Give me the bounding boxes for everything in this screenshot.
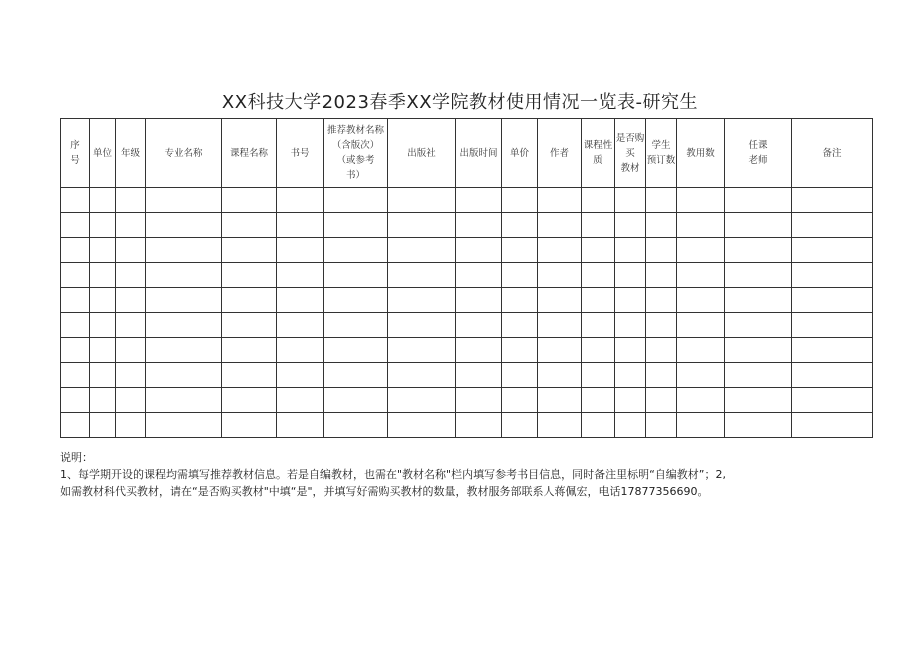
table-cell[interactable] [615, 288, 646, 313]
table-cell[interactable] [538, 238, 582, 263]
table-cell[interactable] [582, 363, 615, 388]
table-cell[interactable] [222, 363, 277, 388]
table-cell[interactable] [277, 288, 324, 313]
table-cell[interactable] [388, 413, 456, 438]
table-cell[interactable] [502, 213, 538, 238]
table-cell[interactable] [538, 263, 582, 288]
table-cell[interactable] [222, 213, 277, 238]
table-cell[interactable] [388, 388, 456, 413]
column-header-nature [582, 119, 615, 188]
table-cell[interactable] [502, 338, 538, 363]
table-cell[interactable] [90, 263, 116, 288]
table-cell[interactable] [61, 313, 90, 338]
table-cell[interactable] [677, 288, 725, 313]
column-header-line: 作者 [549, 147, 569, 159]
column-header-line: （或参考 [336, 155, 375, 166]
table-cell[interactable] [277, 363, 324, 388]
table-cell[interactable] [792, 213, 873, 238]
table-cell[interactable] [502, 363, 538, 388]
table-cell[interactable] [324, 288, 388, 313]
table-cell[interactable] [646, 413, 677, 438]
table-cell[interactable] [725, 188, 792, 213]
table-cell[interactable] [456, 338, 502, 363]
column-header-author [538, 119, 582, 188]
table-cell[interactable] [222, 238, 277, 263]
table-cell[interactable] [146, 213, 222, 238]
table-cell[interactable] [277, 338, 324, 363]
column-header-line: 质 [593, 155, 603, 166]
table-cell[interactable] [61, 213, 90, 238]
table-cell[interactable] [502, 388, 538, 413]
table-cell[interactable] [677, 263, 725, 288]
table-cell[interactable] [502, 263, 538, 288]
table-cell[interactable] [615, 188, 646, 213]
table-cell[interactable] [725, 338, 792, 363]
table-cell[interactable] [792, 288, 873, 313]
table-cell[interactable] [582, 388, 615, 413]
table-cell[interactable] [388, 263, 456, 288]
table-cell[interactable] [725, 388, 792, 413]
table-cell[interactable] [90, 188, 116, 213]
table-cell[interactable] [538, 413, 582, 438]
table-cell[interactable] [90, 363, 116, 388]
table-cell[interactable] [146, 288, 222, 313]
table-cell[interactable] [116, 263, 146, 288]
column-header-student [646, 119, 677, 188]
table-cell[interactable] [677, 363, 725, 388]
column-header-seq [61, 119, 90, 188]
table-cell[interactable] [582, 338, 615, 363]
table-cell[interactable] [146, 238, 222, 263]
table-cell[interactable] [146, 313, 222, 338]
column-header-isbn [277, 119, 324, 188]
table-cell[interactable] [582, 413, 615, 438]
table-cell[interactable] [456, 413, 502, 438]
column-header-remark [792, 119, 873, 188]
table-cell[interactable] [388, 313, 456, 338]
table-cell[interactable] [116, 213, 146, 238]
table-cell[interactable] [116, 413, 146, 438]
table-cell[interactable] [615, 238, 646, 263]
table-cell[interactable] [116, 363, 146, 388]
table-cell[interactable] [90, 388, 116, 413]
column-header-line: 是否购 [615, 132, 645, 144]
column-header-teacher [725, 119, 792, 188]
table-cell[interactable] [277, 238, 324, 263]
table-cell[interactable] [277, 413, 324, 438]
table-cell[interactable] [146, 338, 222, 363]
table-cell[interactable] [388, 188, 456, 213]
table-cell[interactable] [277, 213, 324, 238]
table-cell[interactable] [456, 238, 502, 263]
table-cell[interactable] [646, 188, 677, 213]
table-cell[interactable] [222, 288, 277, 313]
column-header-line: 书号 [290, 147, 310, 159]
table-cell[interactable] [222, 413, 277, 438]
table-cell[interactable] [538, 338, 582, 363]
table-cell[interactable] [456, 263, 502, 288]
notes [60, 449, 880, 500]
table-cell[interactable] [61, 388, 90, 413]
column-header-line: 教材 [620, 162, 640, 174]
table-row [61, 288, 873, 313]
table-cell[interactable] [324, 363, 388, 388]
table-cell[interactable] [146, 263, 222, 288]
column-header-unit [90, 119, 116, 188]
textbook-table [60, 118, 873, 438]
notes-heading: 说明： [60, 451, 93, 464]
table-cell[interactable] [222, 338, 277, 363]
column-header-publisher [388, 119, 456, 188]
column-header-line: 预订数 [646, 155, 676, 166]
table-cell[interactable] [538, 288, 582, 313]
table-cell[interactable] [615, 263, 646, 288]
table-cell[interactable] [456, 388, 502, 413]
table-cell[interactable] [646, 338, 677, 363]
column-header-line: 买 [625, 147, 635, 159]
table-row [61, 413, 873, 438]
table-cell[interactable] [615, 388, 646, 413]
column-header-line: 课程性 [583, 140, 613, 151]
table-cell[interactable] [677, 413, 725, 438]
table-cell[interactable] [538, 313, 582, 338]
column-header-line: 单位 [92, 147, 112, 159]
table-cell[interactable] [582, 288, 615, 313]
table-cell[interactable] [646, 213, 677, 238]
table-cell[interactable] [646, 313, 677, 338]
table-cell[interactable] [324, 313, 388, 338]
table-cell[interactable] [277, 263, 324, 288]
table-cell[interactable] [456, 288, 502, 313]
table-cell[interactable] [61, 188, 90, 213]
table-cell[interactable] [388, 338, 456, 363]
column-header-qty [677, 119, 725, 188]
table-cell[interactable] [792, 338, 873, 363]
table-cell[interactable] [725, 263, 792, 288]
table-cell[interactable] [146, 388, 222, 413]
table-cell[interactable] [456, 213, 502, 238]
column-header-major [146, 119, 222, 188]
table-row [61, 213, 873, 238]
column-header-line: 课程名称 [229, 147, 268, 159]
column-header-book [324, 119, 388, 188]
table-cell[interactable] [222, 263, 277, 288]
table-cell[interactable] [502, 288, 538, 313]
table-cell[interactable] [116, 388, 146, 413]
table-cell[interactable] [646, 238, 677, 263]
table-cell[interactable] [725, 313, 792, 338]
table-cell[interactable] [725, 413, 792, 438]
table-cell[interactable] [116, 338, 146, 363]
column-header-line: 专业名称 [164, 147, 203, 159]
table-cell[interactable] [146, 188, 222, 213]
table-cell[interactable] [90, 288, 116, 313]
column-header-line: 教用数 [686, 147, 715, 159]
table-cell[interactable] [324, 338, 388, 363]
table-cell[interactable] [646, 363, 677, 388]
table-cell[interactable] [725, 213, 792, 238]
table-cell[interactable] [324, 388, 388, 413]
table-cell[interactable] [792, 388, 873, 413]
table-cell[interactable] [725, 238, 792, 263]
table-row [61, 238, 873, 263]
column-header-line: 任课 [748, 140, 768, 151]
table-cell[interactable] [90, 238, 116, 263]
table-cell[interactable] [388, 363, 456, 388]
table-cell[interactable] [222, 313, 277, 338]
table-cell[interactable] [456, 363, 502, 388]
table-cell[interactable] [456, 313, 502, 338]
column-header-line: 年级 [120, 147, 140, 159]
table-cell[interactable] [324, 263, 388, 288]
column-header-pubdate [456, 119, 502, 188]
table-cell[interactable] [615, 213, 646, 238]
table-cell[interactable] [725, 288, 792, 313]
table-cell[interactable] [646, 288, 677, 313]
table-cell[interactable] [615, 313, 646, 338]
table-cell[interactable] [677, 188, 725, 213]
table-cell[interactable] [677, 338, 725, 363]
column-header-course [222, 119, 277, 188]
table-cell[interactable] [90, 338, 116, 363]
header-row [61, 119, 873, 188]
column-header-line: 书） [345, 170, 365, 181]
table-cell[interactable] [502, 238, 538, 263]
table-cell[interactable] [222, 388, 277, 413]
table-cell[interactable] [538, 188, 582, 213]
table-cell[interactable] [582, 263, 615, 288]
table-cell[interactable] [277, 313, 324, 338]
table-row [61, 188, 873, 213]
table-cell[interactable] [646, 263, 677, 288]
table-cell[interactable] [146, 363, 222, 388]
table-cell[interactable] [502, 188, 538, 213]
table-cell[interactable] [456, 188, 502, 213]
table-cell[interactable] [388, 238, 456, 263]
table-cell[interactable] [792, 363, 873, 388]
table-row [61, 263, 873, 288]
table-cell[interactable] [277, 188, 324, 213]
column-header-line: （含版次） [331, 140, 380, 151]
table-cell[interactable] [677, 213, 725, 238]
table-cell[interactable] [615, 363, 646, 388]
table-cell[interactable] [792, 413, 873, 438]
table-cell[interactable] [388, 288, 456, 313]
table-cell[interactable] [61, 338, 90, 363]
table-cell[interactable] [61, 363, 90, 388]
table-cell[interactable] [538, 388, 582, 413]
table-cell[interactable] [677, 313, 725, 338]
column-header-line: 序 [70, 140, 80, 151]
table-cell[interactable] [582, 238, 615, 263]
table-cell[interactable] [538, 363, 582, 388]
table-cell[interactable] [792, 313, 873, 338]
table-cell[interactable] [502, 313, 538, 338]
table-cell[interactable] [90, 313, 116, 338]
table-cell[interactable] [324, 188, 388, 213]
table-cell[interactable] [146, 413, 222, 438]
column-header-line: 学生 [651, 140, 671, 151]
table-cell[interactable] [61, 413, 90, 438]
table-cell[interactable] [388, 213, 456, 238]
table-cell[interactable] [677, 238, 725, 263]
table-cell[interactable] [324, 238, 388, 263]
table-cell[interactable] [792, 188, 873, 213]
column-header-buy [615, 119, 646, 188]
table-cell[interactable] [677, 388, 725, 413]
table-cell[interactable] [90, 213, 116, 238]
column-header-line: 老师 [748, 155, 768, 166]
table-cell[interactable] [116, 188, 146, 213]
table-cell[interactable] [582, 188, 615, 213]
table-cell[interactable] [277, 388, 324, 413]
table-cell[interactable] [324, 413, 388, 438]
column-header-line: 出版时间 [459, 147, 498, 159]
table-cell[interactable] [792, 238, 873, 263]
table-cell[interactable] [615, 338, 646, 363]
table-cell[interactable] [538, 213, 582, 238]
table-row [61, 313, 873, 338]
column-header-grade [116, 119, 146, 188]
table-cell[interactable] [582, 313, 615, 338]
table-cell[interactable] [61, 238, 90, 263]
table-cell[interactable] [615, 413, 646, 438]
table-cell[interactable] [90, 413, 116, 438]
table-cell[interactable] [61, 288, 90, 313]
page-title: XX科技大学2023春季XX学院教材使用情况一览表-研究生 [221, 92, 699, 113]
table-cell[interactable] [116, 288, 146, 313]
notes-line-1: 1、每学期开设的课程均需填写推荐教材信息。若是自编教材，也需在"教材名称"栏内填写参考书目信息，同时备注里标明“自编教材”；2, [60, 468, 727, 481]
table-cell[interactable] [61, 263, 90, 288]
table-cell[interactable] [502, 413, 538, 438]
table-row [61, 388, 873, 413]
column-header-line: 备注 [822, 147, 842, 159]
table-cell[interactable] [116, 238, 146, 263]
column-header-line: 单价 [509, 147, 529, 159]
column-header-line: 推荐教材名称 [326, 125, 384, 136]
table-row [61, 363, 873, 388]
table-cell[interactable] [646, 388, 677, 413]
table-cell[interactable] [582, 213, 615, 238]
table-cell[interactable] [792, 263, 873, 288]
column-header-line: 出版社 [407, 147, 436, 159]
table-cell[interactable] [324, 213, 388, 238]
table-cell[interactable] [116, 313, 146, 338]
table-cell[interactable] [222, 188, 277, 213]
table-row [61, 338, 873, 363]
column-header-price [502, 119, 538, 188]
table-cell[interactable] [725, 363, 792, 388]
column-header-line: 号 [70, 155, 80, 166]
notes-line-2: 如需教材科代买教材，请在“是否购买教材"中填“是"，并填写好需购买教材的数量，教材服务部联系人蒋佩宏，电话17877356690。 [60, 485, 709, 498]
